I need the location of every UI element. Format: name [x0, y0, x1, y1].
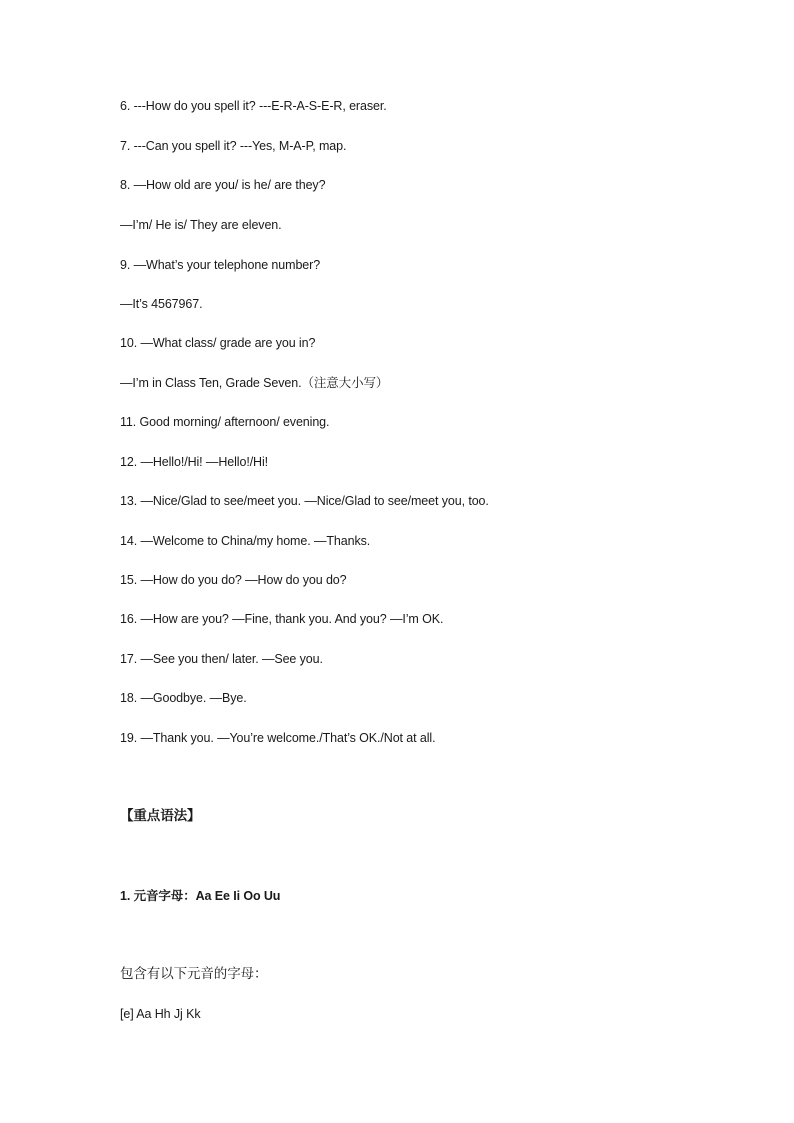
dialogue-line-19: 19. —Thank you. —You’re welcome./That’s OK./Not at all. — [120, 731, 436, 745]
dialogue-line-8-answer: —I’m/ He is/ They are eleven. — [120, 218, 282, 232]
dialogue-line-11: 11. Good morning/ afternoon/ evening. — [120, 415, 330, 429]
dialogue-line-15: 15. —How do you do? —How do you do? — [120, 573, 347, 587]
dialogue-line-13: 13. —Nice/Glad to see/meet you. —Nice/Glad to see/meet you, too. — [120, 494, 489, 508]
dialogue-line-7: 7. ---Can you spell it? ---Yes, M-A-P, map. — [120, 139, 347, 153]
dialogue-line-10-answer: —I’m in Class Ten, Grade Seven.（注意大小写） — [120, 376, 389, 390]
dialogue-line-12: 12. —Hello!/Hi! —Hello!/Hi! — [120, 455, 269, 469]
dialogue-line-9-answer: —It’s 4567967. — [120, 297, 203, 311]
dialogue-line-17: 17. —See you then/ later. —See you. — [120, 652, 323, 666]
dialogue-line-8-question: 8. —How old are you/ is he/ are they? — [120, 178, 326, 192]
dialogue-line-6: 6. ---How do you spell it? ---E-R-A-S-E-R, eraser. — [120, 99, 387, 113]
intro-text: 包含有以下元音的字母： — [120, 966, 268, 981]
dialogue-line-9-question: 9. —What’s your telephone number? — [120, 258, 321, 272]
dialogue-line-14: 14. —Welcome to China/my home. —Thanks. — [120, 534, 371, 548]
grammar-heading: 【重点语法】 — [120, 808, 201, 823]
dialogue-line-10-question: 10. —What class/ grade are you in? — [120, 336, 316, 350]
dialogue-line-18: 18. —Goodbye. —Bye. — [120, 691, 247, 705]
vowel-heading: 1. 元音字母：Aa Ee Ii Oo Uu — [120, 889, 281, 903]
phoneme-line: [e] Aa Hh Jj Kk — [120, 1007, 201, 1021]
dialogue-line-16: 16. —How are you? —Fine, thank you. And you? —I’m OK. — [120, 612, 444, 626]
